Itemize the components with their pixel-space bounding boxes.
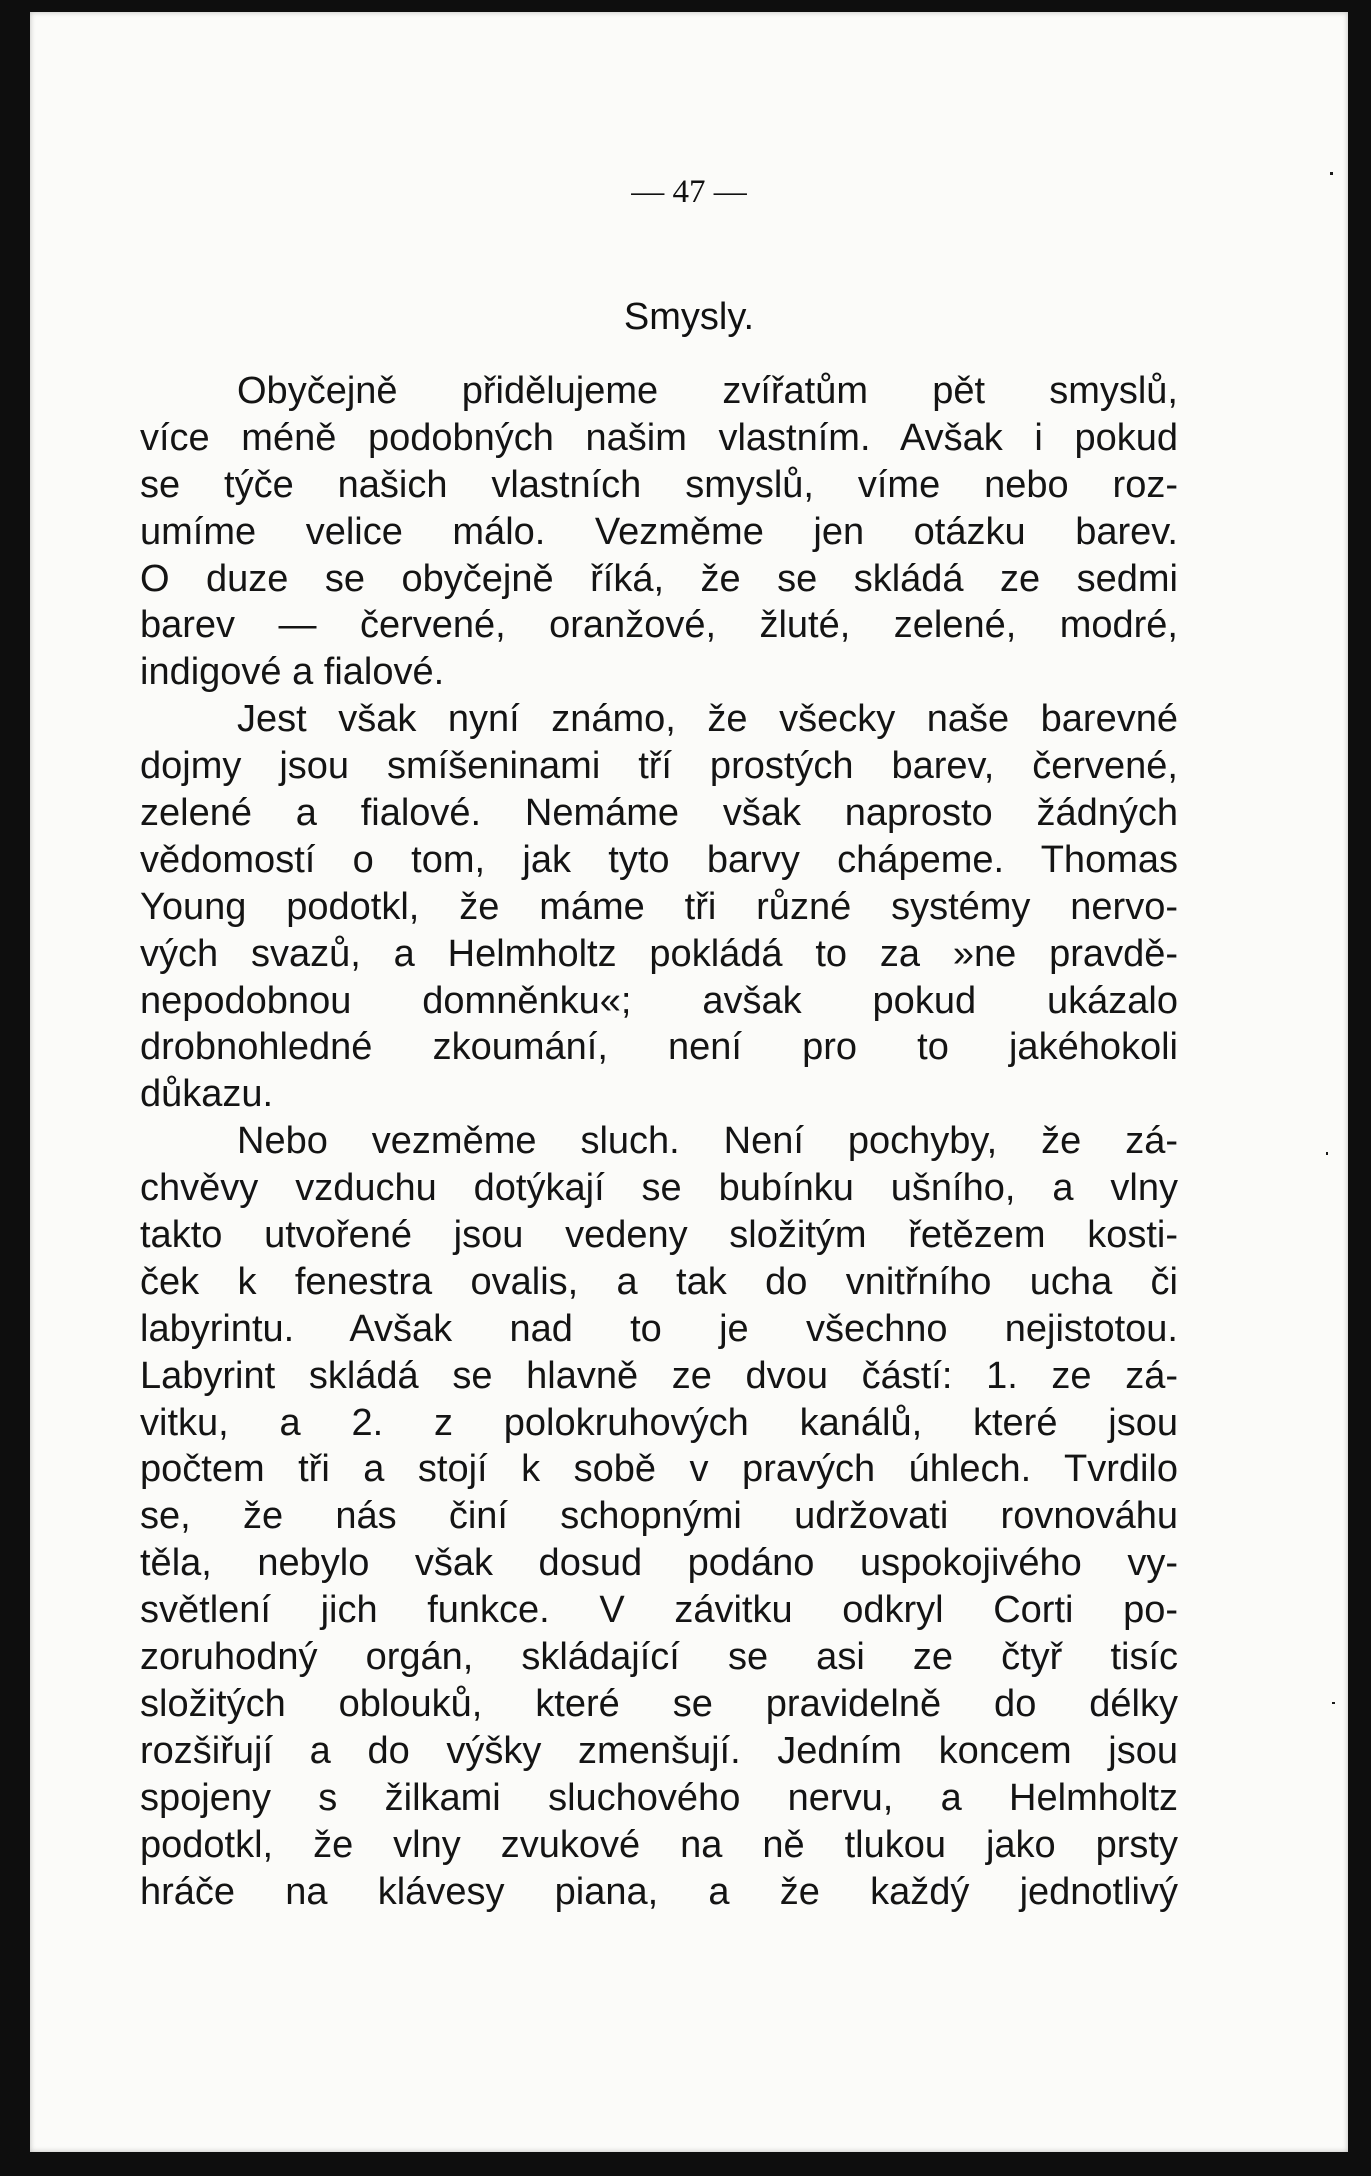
body-text	[140, 368, 1178, 1915]
text-line: těla, nebylo však dosud podáno uspokojivého vy-	[140, 1542, 1178, 1585]
text-line: světlení jich funkce. V závitku odkryl Corti po-	[140, 1589, 1178, 1632]
text-line: ček k fenestra ovalis, a tak do vnitřního ucha či	[140, 1260, 1178, 1303]
text-line: chvěvy vzduchu dotýkají se bubínku ušního, a vlny	[140, 1167, 1178, 1210]
scan-speck	[1332, 1702, 1335, 1704]
text-line: barev — červené, oranžové, žluté, zelené, modré,	[140, 604, 1178, 647]
text-line: Labyrint skládá se hlavně ze dvou částí: 1. ze zá-	[140, 1354, 1178, 1397]
text-line: Young podotkl, že máme tři různé systémy nervo-	[140, 885, 1178, 928]
text-line: dojmy jsou smíšeninami tří prostých barev, červené,	[140, 745, 1178, 788]
page-number: — 47 —	[631, 174, 747, 210]
text-line: labyrintu. Avšak nad to je všechno nejistotou.	[140, 1307, 1178, 1350]
text-line: vědomostí o tom, jak tyto barvy chápeme. Thomas	[140, 838, 1178, 881]
text-line: drobnohledné zkoumání, není pro to jakéhokoli	[140, 1026, 1178, 1069]
text-line: podotkl, že vlny zvukové na ně tlukou jako prsty	[140, 1823, 1178, 1866]
text-line: indigové a fialové.	[140, 651, 445, 694]
text-line: vitku, a 2. z polokruhových kanálů, které jsou	[140, 1401, 1178, 1444]
section-title: Smysly.	[623, 296, 755, 338]
text-line: zoruhodný orgán, skládající se asi ze čtyř tisíc	[140, 1636, 1178, 1679]
text-line: více méně podobných našim vlastním. Avšak i pokud	[140, 416, 1178, 459]
text-line: rozšiřují a do výšky zmenšují. Jedním koncem jsou	[140, 1729, 1178, 1772]
text-line: se týče našich vlastních smyslů, víme nebo roz-	[140, 463, 1178, 506]
text-line: Nebo vezměme sluch. Není pochyby, že zá-	[237, 1120, 1178, 1163]
text-line: umíme velice málo. Vezměme jen otázku barev.	[140, 510, 1178, 553]
text-line: nepodobnou domněnku«; avšak pokud ukázalo	[140, 979, 1178, 1022]
text-line: Jest však nyní známo, že všecky naše barevné	[237, 698, 1178, 741]
text-line: hráče na klávesy piana, a že každý jednotlivý	[140, 1870, 1178, 1913]
text-line: takto utvořené jsou vedeny složitým řetězem kosti-	[140, 1214, 1178, 1257]
book-page	[30, 12, 1348, 2152]
scan-speck	[1330, 172, 1333, 175]
text-line: složitých oblouků, které se pravidelně do délky	[140, 1682, 1178, 1725]
text-line: Obyčejně přidělujeme zvířatům pět smyslů,	[237, 370, 1178, 412]
text-line: se, že nás činí schopnými udržovati rovnováhu	[140, 1495, 1178, 1538]
text-line: spojeny s žilkami sluchového nervu, a Helmholtz	[140, 1776, 1178, 1819]
text-line: O duze se obyčejně říká, že se skládá ze sedmi	[140, 557, 1178, 600]
text-line: vých svazů, a Helmholtz pokládá to za »ne pravdě-	[140, 932, 1178, 975]
text-line: počtem tři a stojí k sobě v pravých úhlech. Tvrdilo	[140, 1448, 1178, 1491]
text-line: zelené a fialové. Nemáme však naprosto žádných	[140, 792, 1178, 835]
scan-speck	[1326, 1152, 1328, 1155]
text-line: důkazu.	[140, 1073, 274, 1116]
